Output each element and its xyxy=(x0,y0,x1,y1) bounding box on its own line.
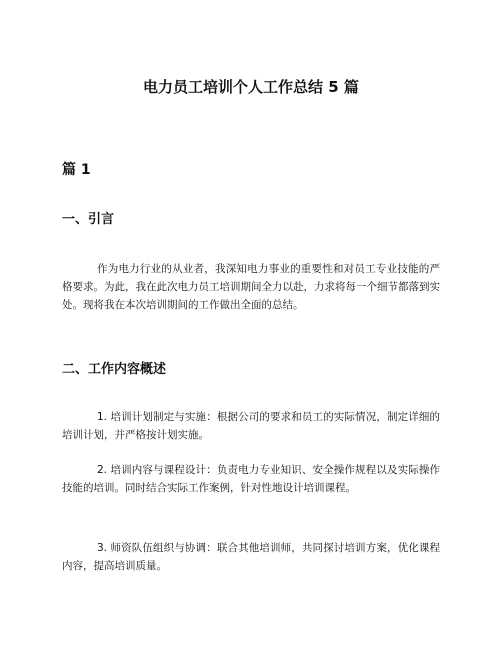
intro-paragraph: 作为电力行业的从业者，我深知电力事业的重要性和对员工专业技能的严格要求。为此，我在此次电力员工培训期间全力以赴，力求将每一个细节都落到实处。现将我在本次培训期间的工作做出全面的总结。 xyxy=(62,263,440,311)
overview-item: 1. 培训计划制定与实施：根据公司的要求和员工的实际情况，制定详细的培训计划，并严格按计划实施。 xyxy=(62,411,440,441)
document-title: 电力员工培训个人工作总结 5 篇 xyxy=(143,78,359,96)
overview-heading: 二、工作内容概述 xyxy=(62,362,167,377)
overview-item: 2. 培训内容与课程设计：负责电力专业知识、安全操作规程以及实际操作技能的培训。同时结合实际工作案例，针对性地设计培训课程。 xyxy=(62,464,440,494)
overview-item: 3. 师资队伍组织与协调：联合其他培训师，共同探讨培训方案，优化课程内容，提高培训质量。 xyxy=(62,542,440,572)
intro-heading: 一、引言 xyxy=(62,212,115,227)
section-heading: 篇 1 xyxy=(62,162,91,178)
